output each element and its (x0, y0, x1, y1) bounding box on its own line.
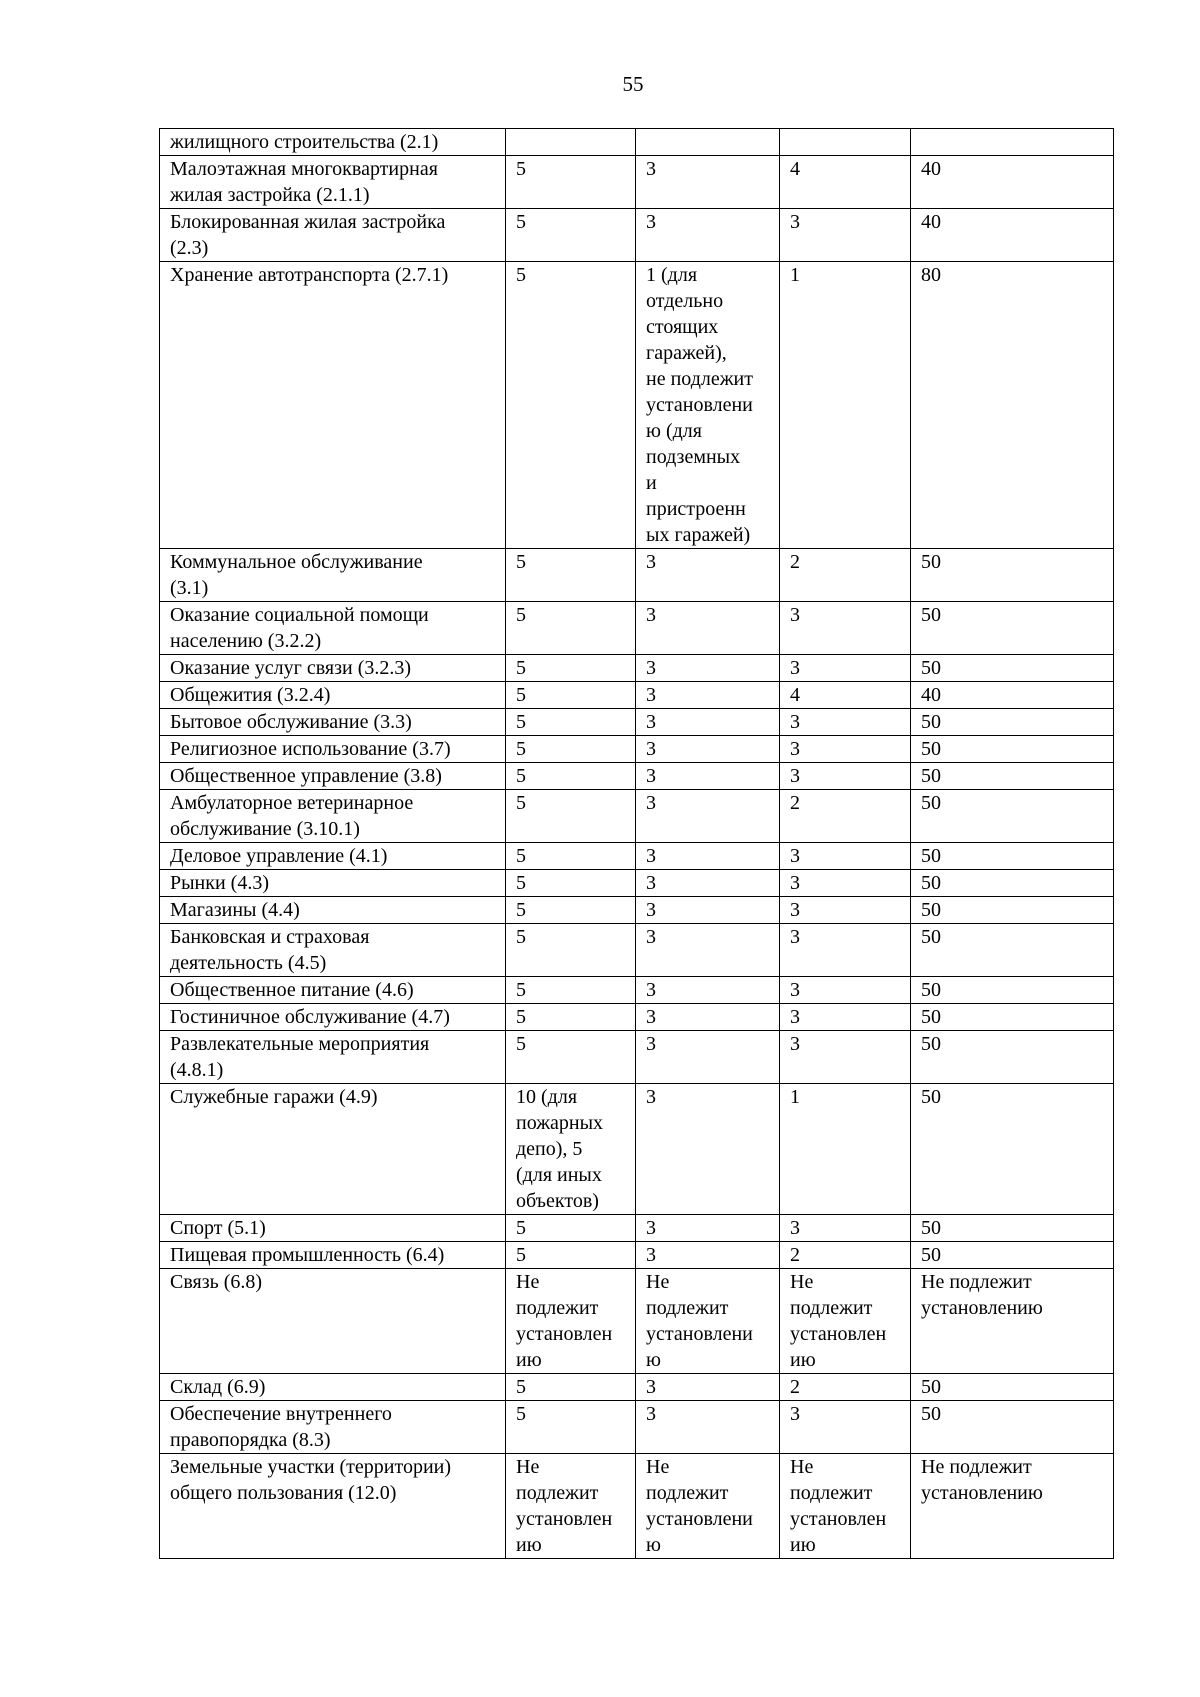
value-cell-1: 5 (506, 1401, 636, 1454)
value-cell-2: 3 (636, 843, 780, 870)
value-cell-2: 3 (636, 1374, 780, 1401)
land-use-type-cell: Земельные участки (территории) общего пользования (12.0) (160, 1454, 506, 1559)
value-cell-2: 3 (636, 736, 780, 763)
value-cell-4: 50 (911, 897, 1114, 924)
value-cell-1: 5 (506, 549, 636, 602)
value-cell-1: 10 (для пожарных депо), 5 (для иных объектов) (506, 1084, 636, 1215)
land-use-type-cell: Малоэтажная многоквартирная жилая застройка (2.1.1) (160, 156, 506, 209)
table-row (160, 655, 1114, 682)
value-cell-1: 5 (506, 763, 636, 790)
value-cell-1: 5 (506, 977, 636, 1004)
value-cell-3: 3 (780, 870, 911, 897)
value-cell-2: 3 (636, 209, 780, 262)
value-cell-3: Не подлежит установлен ию (780, 1454, 911, 1559)
table-row (160, 870, 1114, 897)
land-use-type-cell: Связь (6.8) (160, 1269, 506, 1374)
value-cell-2: 1 (для отдельно стоящих гаражей), не подлежит установлени ю (для подземных и пристроенн ых гаражей) (636, 262, 780, 549)
table-row (160, 924, 1114, 977)
table-row (160, 763, 1114, 790)
table-row (160, 209, 1114, 262)
value-cell-1: 5 (506, 209, 636, 262)
value-cell-4: 40 (911, 156, 1114, 209)
value-cell-1: 5 (506, 156, 636, 209)
value-cell-2: 3 (636, 763, 780, 790)
value-cell-1: 5 (506, 1215, 636, 1242)
table-row (160, 1215, 1114, 1242)
value-cell-4: 50 (911, 1374, 1114, 1401)
value-cell-3: 3 (780, 897, 911, 924)
value-cell-4: 50 (911, 602, 1114, 655)
value-cell-2: 3 (636, 549, 780, 602)
value-cell-1: 5 (506, 1242, 636, 1269)
land-use-type-cell: жилищного строительства (2.1) (160, 129, 506, 156)
table-row (160, 262, 1114, 549)
value-cell-1: 5 (506, 1374, 636, 1401)
value-cell-4: 50 (911, 655, 1114, 682)
value-cell-4: 50 (911, 977, 1114, 1004)
value-cell-2: 3 (636, 1031, 780, 1084)
value-cell-4: 80 (911, 262, 1114, 549)
land-use-type-cell: Деловое управление (4.1) (160, 843, 506, 870)
value-cell-3: 2 (780, 1242, 911, 1269)
value-cell-3: 2 (780, 549, 911, 602)
value-cell-4: 50 (911, 924, 1114, 977)
value-cell-4: Не подлежит установлению (911, 1269, 1114, 1374)
value-cell-3: 3 (780, 977, 911, 1004)
land-use-type-cell: Служебные гаражи (4.9) (160, 1084, 506, 1215)
table-row (160, 682, 1114, 709)
table-row (160, 549, 1114, 602)
value-cell-4: 50 (911, 843, 1114, 870)
value-cell-4: 50 (911, 549, 1114, 602)
value-cell-3: 3 (780, 763, 911, 790)
land-use-type-cell: Хранение автотранспорта (2.7.1) (160, 262, 506, 549)
value-cell-1: 5 (506, 736, 636, 763)
value-cell-4 (911, 129, 1114, 156)
table-row (160, 1401, 1114, 1454)
value-cell-1: 5 (506, 870, 636, 897)
land-use-parameters-table (159, 128, 1114, 1559)
table-row (160, 1242, 1114, 1269)
value-cell-1: 5 (506, 1004, 636, 1031)
value-cell-4: 50 (911, 709, 1114, 736)
land-use-type-cell: Оказание услуг связи (3.2.3) (160, 655, 506, 682)
land-use-type-cell: Общественное питание (4.6) (160, 977, 506, 1004)
value-cell-1: Не подлежит установлен ию (506, 1269, 636, 1374)
value-cell-1: 5 (506, 843, 636, 870)
value-cell-3: 3 (780, 655, 911, 682)
value-cell-2: 3 (636, 682, 780, 709)
value-cell-4: 50 (911, 1215, 1114, 1242)
value-cell-4: 50 (911, 736, 1114, 763)
land-use-type-cell: Бытовое обслуживание (3.3) (160, 709, 506, 736)
value-cell-4: Не подлежит установлению (911, 1454, 1114, 1559)
value-cell-2 (636, 129, 780, 156)
value-cell-2: Не подлежит установлени ю (636, 1454, 780, 1559)
value-cell-1 (506, 129, 636, 156)
value-cell-2: 3 (636, 897, 780, 924)
value-cell-3: 2 (780, 1374, 911, 1401)
value-cell-1: 5 (506, 897, 636, 924)
value-cell-3: 3 (780, 1031, 911, 1084)
value-cell-1: Не подлежит установлен ию (506, 1454, 636, 1559)
value-cell-3: 3 (780, 736, 911, 763)
value-cell-4: 50 (911, 1084, 1114, 1215)
value-cell-4: 50 (911, 790, 1114, 843)
land-use-type-cell: Рынки (4.3) (160, 870, 506, 897)
value-cell-4: 40 (911, 209, 1114, 262)
value-cell-3: 4 (780, 682, 911, 709)
value-cell-2: 3 (636, 870, 780, 897)
value-cell-1: 5 (506, 709, 636, 736)
table-row (160, 1374, 1114, 1401)
page-number: 55 (622, 72, 644, 96)
value-cell-3: 3 (780, 843, 911, 870)
value-cell-3: 4 (780, 156, 911, 209)
value-cell-1: 5 (506, 655, 636, 682)
table-row (160, 790, 1114, 843)
value-cell-3: 1 (780, 262, 911, 549)
value-cell-3: 3 (780, 209, 911, 262)
table-row (160, 129, 1114, 156)
value-cell-2: 3 (636, 790, 780, 843)
value-cell-4: 50 (911, 1242, 1114, 1269)
land-use-type-cell: Пищевая промышленность (6.4) (160, 1242, 506, 1269)
value-cell-2: 3 (636, 1084, 780, 1215)
value-cell-2: Не подлежит установлени ю (636, 1269, 780, 1374)
table-row (160, 1084, 1114, 1215)
land-use-type-cell: Гостиничное обслуживание (4.7) (160, 1004, 506, 1031)
value-cell-2: 3 (636, 1242, 780, 1269)
value-cell-1: 5 (506, 790, 636, 843)
value-cell-1: 5 (506, 1031, 636, 1084)
table-row (160, 1004, 1114, 1031)
table-row (160, 709, 1114, 736)
table-body (160, 129, 1114, 1559)
table-row (160, 1269, 1114, 1374)
value-cell-2: 3 (636, 924, 780, 977)
land-use-type-cell: Склад (6.9) (160, 1374, 506, 1401)
value-cell-1: 5 (506, 924, 636, 977)
value-cell-4: 50 (911, 870, 1114, 897)
value-cell-4: 50 (911, 1401, 1114, 1454)
land-use-type-cell: Оказание социальной помощи населению (3.2.2) (160, 602, 506, 655)
value-cell-3: 3 (780, 709, 911, 736)
value-cell-2: 3 (636, 1004, 780, 1031)
value-cell-4: 50 (911, 1004, 1114, 1031)
land-use-type-cell: Блокированная жилая застройка (2.3) (160, 209, 506, 262)
value-cell-3: 3 (780, 1004, 911, 1031)
value-cell-2: 3 (636, 1401, 780, 1454)
value-cell-1: 5 (506, 262, 636, 549)
land-use-type-cell: Общественное управление (3.8) (160, 763, 506, 790)
value-cell-2: 3 (636, 655, 780, 682)
value-cell-3: 3 (780, 1401, 911, 1454)
land-use-type-cell: Магазины (4.4) (160, 897, 506, 924)
value-cell-2: 3 (636, 1215, 780, 1242)
value-cell-3: 3 (780, 924, 911, 977)
value-cell-4: 40 (911, 682, 1114, 709)
land-use-type-cell: Коммунальное обслуживание (3.1) (160, 549, 506, 602)
land-use-type-cell: Амбулаторное ветеринарное обслуживание (3.10.1) (160, 790, 506, 843)
value-cell-3: 1 (780, 1084, 911, 1215)
value-cell-3: Не подлежит установлен ию (780, 1269, 911, 1374)
value-cell-4: 50 (911, 1031, 1114, 1084)
table-row (160, 843, 1114, 870)
land-use-type-cell: Банковская и страховая деятельность (4.5) (160, 924, 506, 977)
value-cell-3: 3 (780, 602, 911, 655)
table-row (160, 602, 1114, 655)
table-row (160, 897, 1114, 924)
value-cell-3: 3 (780, 1215, 911, 1242)
table-row (160, 977, 1114, 1004)
land-use-type-cell: Спорт (5.1) (160, 1215, 506, 1242)
value-cell-2: 3 (636, 602, 780, 655)
table-row (160, 156, 1114, 209)
table-row (160, 1454, 1114, 1559)
value-cell-1: 5 (506, 602, 636, 655)
value-cell-2: 3 (636, 709, 780, 736)
value-cell-3 (780, 129, 911, 156)
value-cell-3: 2 (780, 790, 911, 843)
value-cell-2: 3 (636, 977, 780, 1004)
land-use-type-cell: Обеспечение внутреннего правопорядка (8.3) (160, 1401, 506, 1454)
land-use-type-cell: Общежития (3.2.4) (160, 682, 506, 709)
value-cell-2: 3 (636, 156, 780, 209)
value-cell-1: 5 (506, 682, 636, 709)
value-cell-4: 50 (911, 763, 1114, 790)
table-row (160, 1031, 1114, 1084)
land-use-type-cell: Развлекательные мероприятия (4.8.1) (160, 1031, 506, 1084)
table-row (160, 736, 1114, 763)
land-use-type-cell: Религиозное использование (3.7) (160, 736, 506, 763)
